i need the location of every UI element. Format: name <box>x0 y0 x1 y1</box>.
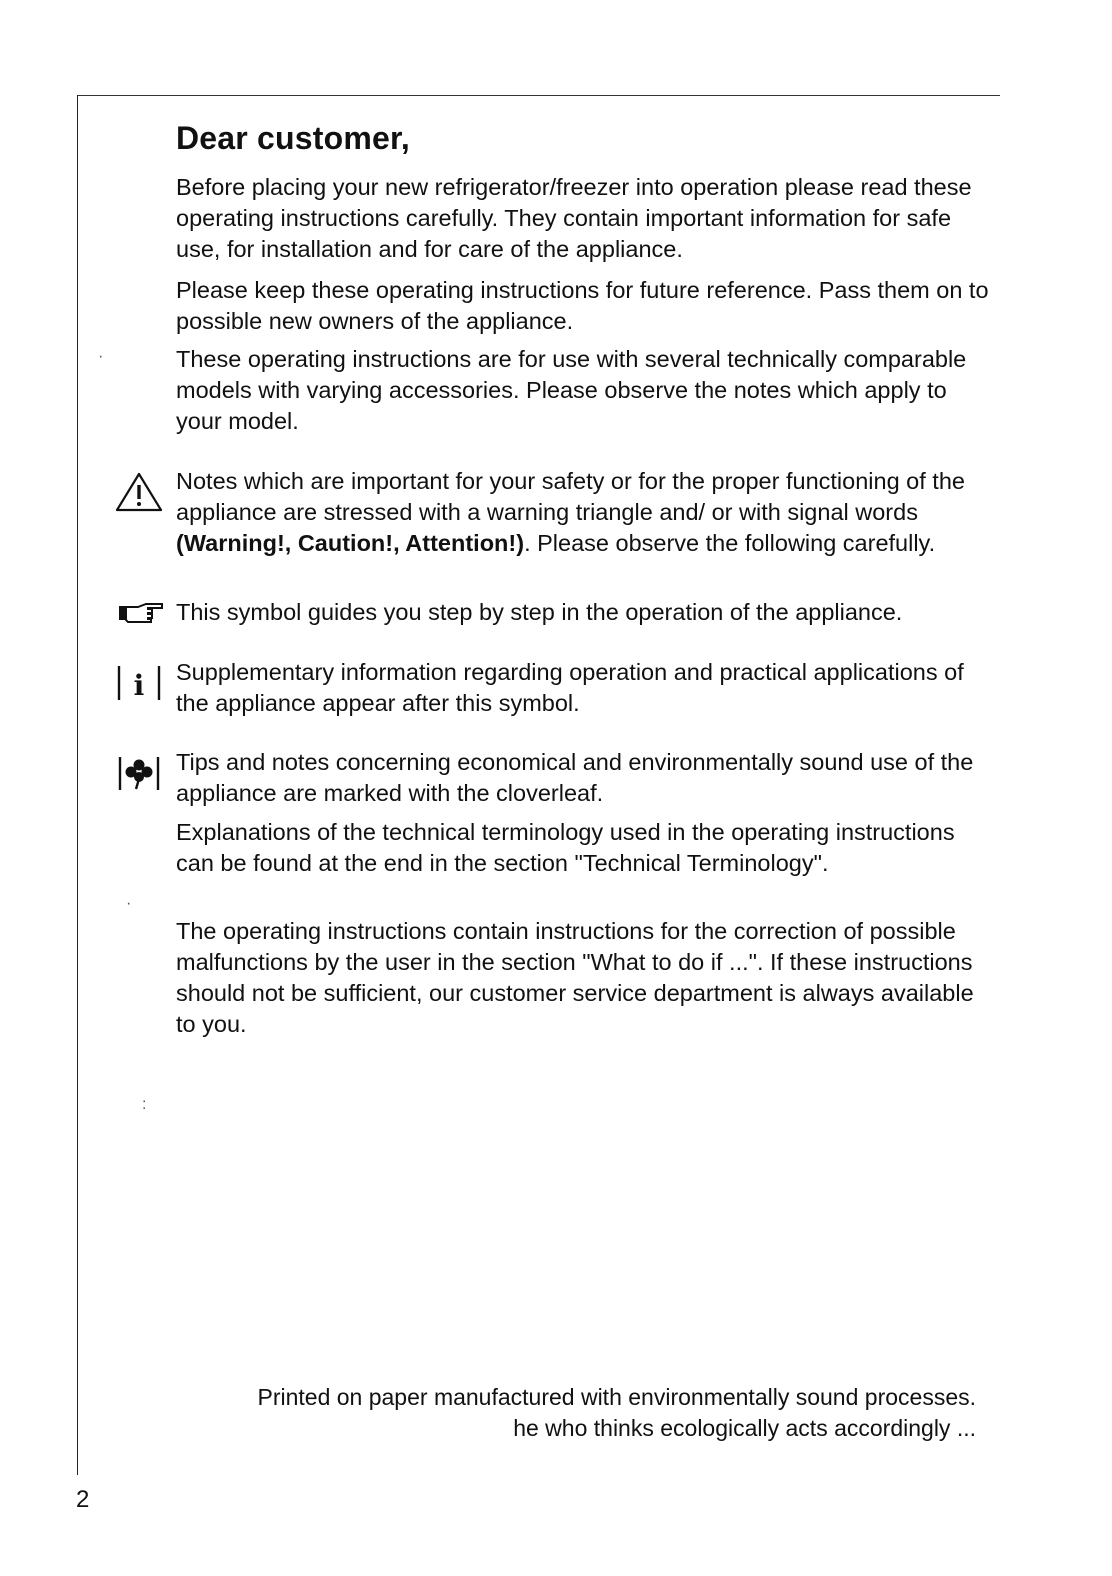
info-icon-glyph: i <box>133 669 145 702</box>
page-number: 2 <box>76 1486 90 1513</box>
intro-paragraph-2: Please keep these operating instructions for future reference. Pass them on to possible new owners of the appliance. <box>176 277 989 334</box>
footer-line-1: Printed on paper manufactured with environmentally sound processes. <box>257 1384 976 1410</box>
intro-paragraph-1: Before placing your new refrigerator/freezer into operation please read these operating instructions carefully. They contain important information for safe use, for installation and for care of the appliance. <box>176 174 972 262</box>
warning-note-text-after: . Please observe the following carefully. <box>524 530 936 556</box>
top-rule <box>78 95 1000 96</box>
scan-speck: · <box>126 895 132 912</box>
closing-paragraph-1: Explanations of the technical terminology used in the operating instructions can be found at the end in the section "Technical Terminology". <box>176 819 955 876</box>
pointing-hand-icon <box>118 600 164 631</box>
scan-speck: · <box>98 348 104 365</box>
closing-paragraph-2: The operating instructions contain instructions for the correction of possible malfunctions by the user in the section "What to do if ...". If these instructions should not be sufficient, our customer service department is always available to you. <box>176 918 974 1037</box>
step-note-text: This symbol guides you step by step in the operation of the appliance. <box>176 599 903 625</box>
warning-note-text <box>176 466 996 559</box>
signal-words: (Warning!, Caution!, Attention!) <box>176 530 525 556</box>
info-icon <box>116 662 162 709</box>
scan-speck: : <box>142 1096 147 1113</box>
page-heading: Dear customer, <box>176 120 411 156</box>
info-note-text: Supplementary information regarding operation and practical applications of the appliance appear after this symbol. <box>176 659 964 716</box>
eco-note-text: Tips and notes concerning economical and environmentally sound use of the appliance are marked with the cloverleaf. <box>176 749 974 806</box>
warning-note-text-before: Notes which are important for your safety or for the proper functioning of the appliance are stressed with a warning triangle and/ or with signal words <box>176 468 965 525</box>
intro-paragraph-3: These operating instructions are for use with several technically comparable models with varying accessories. Please observe the notes which apply to your model. <box>176 346 967 434</box>
footer-line-2: he who thinks ecologically acts accordingly ... <box>513 1415 976 1441</box>
left-margin-rule <box>77 95 78 1475</box>
cloverleaf-icon <box>116 752 162 799</box>
warning-triangle-icon <box>114 470 164 519</box>
